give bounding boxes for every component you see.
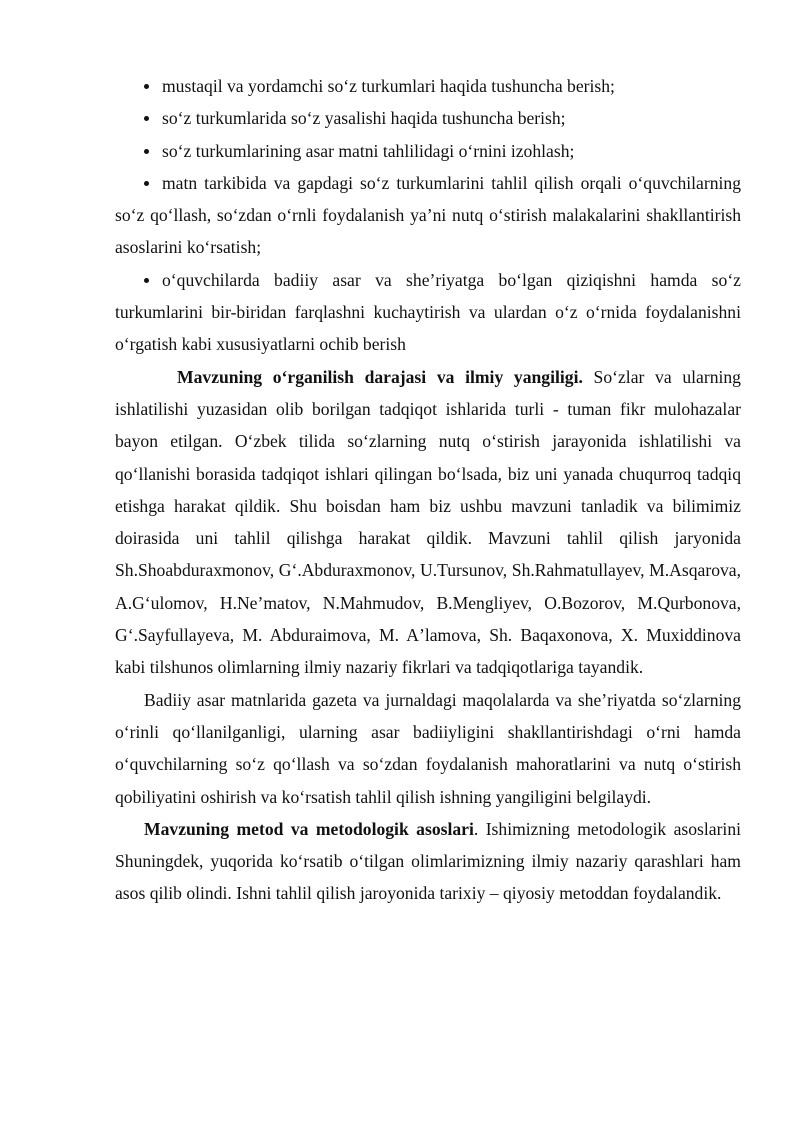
section-heading: Mavzuning oʻrganilish darajasi va ilmiy yangiligi. bbox=[177, 366, 583, 387]
bullet-item bbox=[115, 167, 741, 264]
bullet-dot-icon bbox=[144, 149, 149, 154]
bullet-dot-icon bbox=[144, 84, 149, 89]
section-study-level bbox=[115, 361, 741, 684]
bullet-item bbox=[115, 135, 741, 167]
bullet-dot-icon bbox=[144, 116, 149, 121]
bullet-item bbox=[115, 70, 741, 102]
section-heading: Mavzuning metod va metodologik asoslari bbox=[144, 818, 474, 839]
section-text: . Ishimizning metodologik asoslarini Shuningdek, yuqorida koʻrsatib oʻtilgan olimlarimizning ilmiy nazariy qarashlari ham asos qilib olindi. Ishni tahlil qilish jaroyonida tarixiy – qiyosiy metoddan foydalandik. bbox=[115, 818, 742, 904]
section-methodology bbox=[115, 813, 741, 910]
bullet-text: soʻz turkumlarida soʻz yasalishi haqida tushuncha berish; bbox=[162, 108, 566, 129]
bullet-item bbox=[115, 102, 741, 134]
paragraph-text: Badiiy asar matnlarida gazeta va jurnaldagi maqolalarda va sheʼriyatda soʻzlarning oʻrinli qoʻllanilganligi, ularning asar badiiyligini shakllantirishdagi oʻrni hamda oʻquvchilarning soʻz qoʻllash va soʻzdan foydalanish mahoratlarini va nutq oʻstirish qobiliyatini oshirish va koʻrsatish tahlil qilish ishning yangiligini belgilaydi. bbox=[115, 689, 741, 807]
bullet-text: soʻz turkumlarining asar matni tahlilidagi oʻrnini izohlash; bbox=[162, 140, 575, 161]
section-text: Soʻzlar va ularning ishlatilishi yuzasidan olib borilgan tadqiqot ishlarida turli - tuman fikr mulohazalar bayon etilgan. Oʻzbek tilida soʻzlarning nutq oʻstirish jarayonida ishlatilishi va qoʻllanishi borasida tadqiqot ishlari qilingan boʻlsada, biz uni yanada chuqurroq tadqiq etishga harakat qildik. Shu boisdan ham biz ushbu mavzuni tanladik va bilimimiz doirasida uni tahlil qilishga harakat qildik. Mavzuni tahlil qilish jaryonida Sh.Shoabduraxmonov, Gʻ.Abduraxmonov, U.Tursunov, Sh.Rahmatullayev, M.Asqarova, A.Gʻulomov, H.Neʼmatov, N.Mahmudov, B.Mengliyev, O.Bozorov, M.Qurbonova, Gʻ.Sayfullayeva, M. Abduraimova, M. Aʼlamova, Sh. Baqaxonova, X. Muxiddinova kabi tilshunos olimlarning ilmiy nazariy fikrlari va tadqiqotlariga tayandik. bbox=[115, 366, 741, 678]
bullet-text: oʻquvchilarda badiiy asar va sheʼriyatga boʻlgan qiziqishni hamda soʻz turkumlarini bir-biridan farqlashni kuchaytirish va ulardan oʻz oʻrnida foydalanishni oʻrgatish kabi xususiyatlarni ochib berish bbox=[115, 269, 741, 355]
bullet-text: matn tarkibida va gapdagi soʻz turkumlarini tahlil qilish orqali oʻquvchilarning soʻz qoʻllash, soʻzdan oʻrnli foydalanish yaʼni nutq oʻstirish malakalarini shakllantirish asoslarini koʻrsatish; bbox=[115, 172, 741, 258]
bullet-dot-icon bbox=[144, 278, 149, 283]
bullet-text: mustaqil va yordamchi soʻz turkumlari haqida tushuncha berish; bbox=[162, 76, 615, 96]
paragraph-novelty bbox=[115, 684, 741, 813]
document-body bbox=[115, 70, 741, 910]
bullet-dot-icon bbox=[144, 181, 149, 186]
bullet-item bbox=[115, 264, 741, 361]
